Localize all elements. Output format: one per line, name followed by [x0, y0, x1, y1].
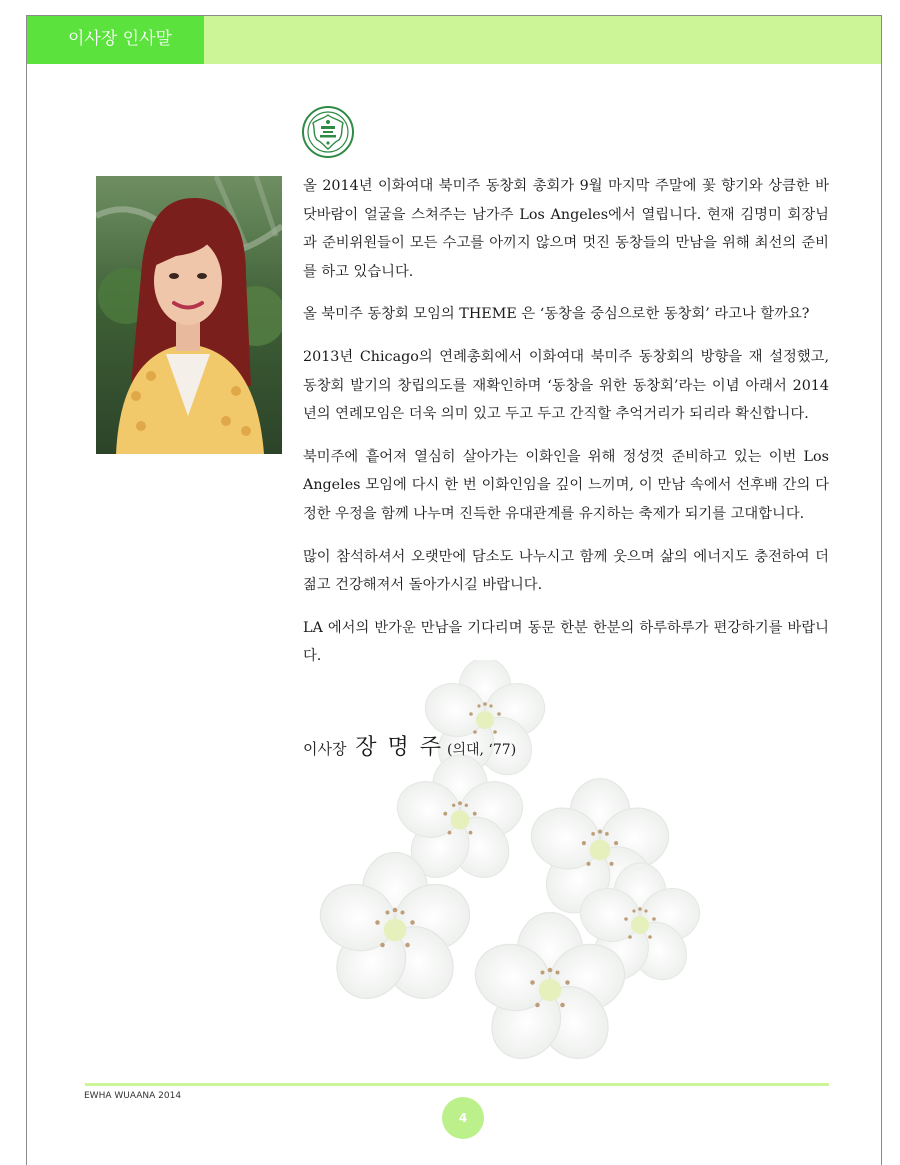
page-number: 4 — [458, 1111, 468, 1125]
signature-role: 이사장 — [303, 740, 347, 758]
letter-paragraph: 올 북미주 동창회 모임의 THEME 은 ‘동창을 중심으로한 동창회’ 라고나 할까요? — [303, 306, 810, 323]
publication-label: EWHA WUAANA 2014 — [84, 1091, 182, 1101]
letter-paragraph: LA 에서의 반가운 만남을 기다리며 동문 한분 한분의 하루하루가 편강하기를 바랍니다. — [303, 619, 829, 665]
signature — [303, 730, 516, 761]
letter-paragraph: 올 2014년 이화여대 북미주 동창회 총회가 9월 마지막 주말에 꽃 향기와 상큼한 바닷바람이 얼굴을 스쳐주는 남가주 Los Angeles에서 열립니다. 현재 김명미 회장님과 준비위원들이 모든 수고를 아끼지 않으며 멋진 동창들의 만남을 위해 최선의 준비를 하고 있습니다. — [303, 178, 829, 280]
signature-name: 장 명 주 — [355, 735, 444, 760]
ewha-seal-icon — [302, 106, 354, 158]
letter-paragraph: 2013년 Chicago의 연례총회에서 이화여대 북미주 동창회의 방향을 재 설정했고, 동창회 발기의 창립의도를 재확인하며 ‘동창을 위한 동창회’라는 이념 아래서 2014년의 연례모임은 더욱 의미 있고 두고 두고 간직할 추억거리가 되리라 확신합니다. — [303, 348, 829, 423]
letter-paragraph: 많이 참석하셔서 오랫만에 담소도 나누시고 함께 웃으며 삶의 에너지도 충전하여 더 젊고 건강해져서 돌아가시길 바랍니다. — [303, 548, 829, 594]
page-number-badge — [442, 1097, 484, 1139]
section-title: 이사장 인사말 — [68, 29, 172, 49]
signature-detail: (의대, ‘77) — [447, 742, 517, 758]
footer-rule — [85, 1083, 829, 1086]
blossom-decoration — [300, 660, 720, 1080]
letter-paragraph: 북미주에 흩어져 열심히 살아가는 이화인을 위해 정성껏 준비하고 있는 이번 Los Angeles 모임에 다시 한 번 이화인임을 깊이 느끼며, 이 만남 속에서 선후배 간의 다정한 우정을 함께 나누며 진득한 유대관계를 유지하는 축제가 되기를 고대합니다. — [303, 448, 829, 522]
greeting-letter — [303, 172, 829, 685]
portrait-photo — [96, 176, 282, 454]
